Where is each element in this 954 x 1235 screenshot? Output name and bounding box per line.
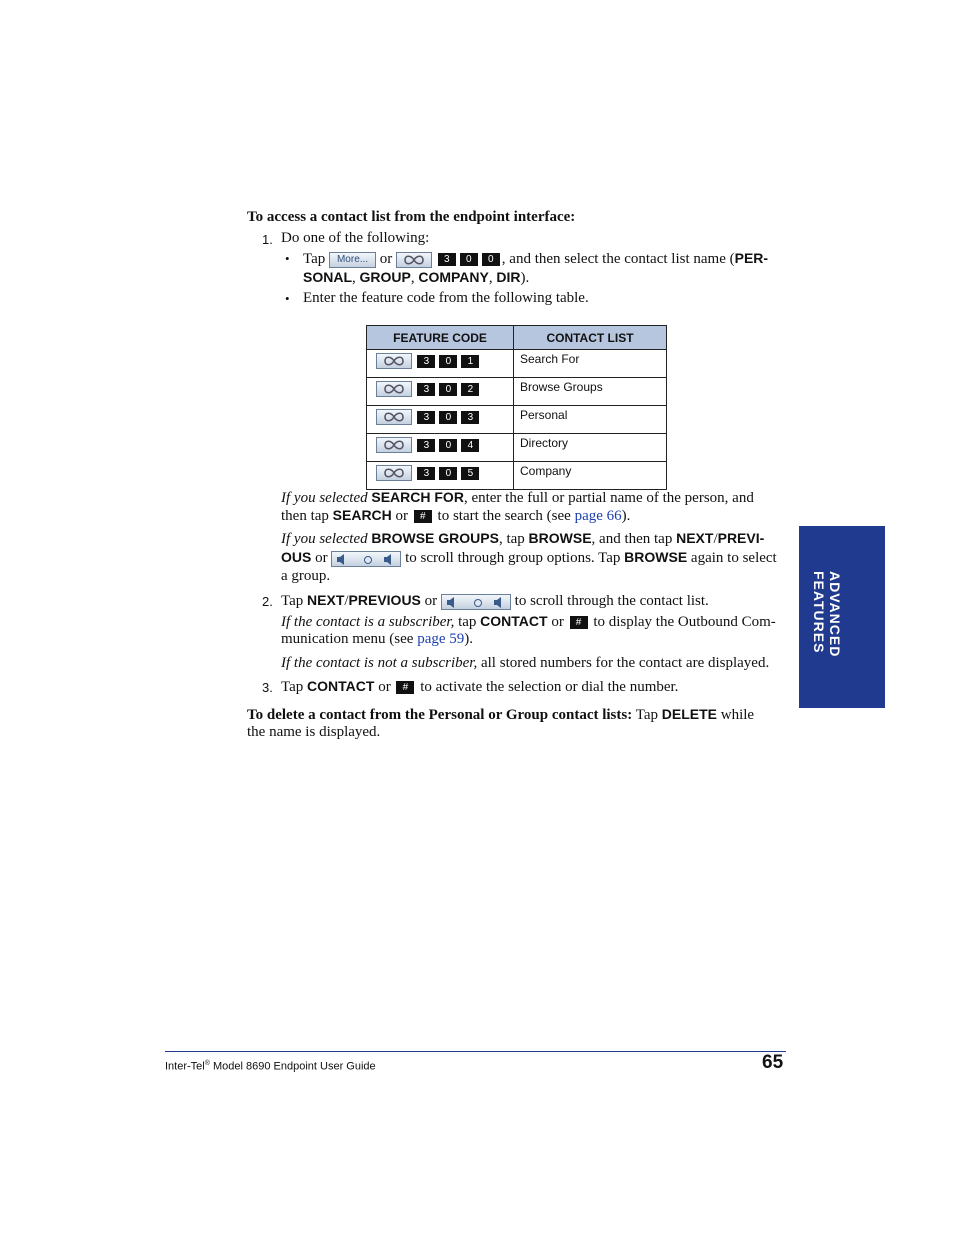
contact-list-cell: Company (514, 462, 667, 490)
footer-brand: Inter-Tel (165, 1060, 205, 1073)
italic-text: If the contact is not a subscriber, (281, 655, 478, 671)
feature-loop-icon (376, 353, 412, 369)
footer-title (165, 1057, 376, 1074)
text: or (395, 508, 409, 524)
more-button[interactable]: More... (329, 252, 376, 268)
text: or (378, 679, 391, 695)
text: , and then tap (591, 531, 673, 547)
key: 3 (461, 411, 479, 424)
text: to scroll through group options. Tap (405, 550, 621, 566)
keyword: CONTACT (480, 613, 548, 629)
keyword: PER- (734, 250, 769, 266)
keyword: SEARCH (332, 507, 392, 523)
keyword: GROUP (359, 269, 411, 285)
step-number: 2. (262, 594, 273, 609)
text: Tap (303, 251, 326, 267)
key: 4 (461, 439, 479, 452)
table-row (367, 378, 667, 406)
text: or (379, 251, 393, 267)
key: 0 (439, 467, 457, 480)
text: all stored numbers for the contact are displayed. (480, 655, 770, 671)
scroll-buttons-icon[interactable] (331, 551, 401, 567)
key: 0 (439, 383, 457, 396)
key-0: 0 (460, 253, 478, 266)
feature-loop-icon (376, 381, 412, 397)
text: then tap (281, 508, 329, 524)
table-header-row (367, 326, 667, 350)
feature-loop-icon[interactable] (396, 252, 432, 268)
contact-list-cell: Directory (514, 434, 667, 462)
step-text: Do one of the following: (281, 230, 430, 246)
section-tab-label (811, 571, 843, 657)
key: 3 (417, 355, 435, 368)
bullet-text: Enter the feature code from the following table. (303, 290, 589, 306)
tab-label-line: ADVANCED (827, 571, 843, 658)
feature-code-cell (367, 406, 514, 434)
key: 1 (461, 355, 479, 368)
step-number: 3. (262, 680, 273, 695)
feature-code-cell (367, 462, 514, 490)
hash-key: # (570, 616, 588, 629)
feature-code-table (366, 325, 667, 490)
text: to start the search (see (437, 508, 571, 524)
table-row (367, 434, 667, 462)
text: , and then select the contact list name ( (501, 251, 735, 267)
contact-list-cell: Browse Groups (514, 378, 667, 406)
italic-text: If you selected (281, 531, 368, 547)
text: Tap (281, 679, 304, 695)
keyword: NEXT (676, 530, 714, 546)
key: 3 (417, 467, 435, 480)
column-header: CONTACT LIST (514, 326, 667, 350)
paragraph: a group. (281, 568, 331, 584)
key: 0 (439, 411, 457, 424)
table-row (367, 462, 667, 490)
key: 5 (461, 467, 479, 480)
text: , tap (498, 531, 525, 547)
bullet-line: SONAL, GROUP, COMPANY, DIR). (303, 269, 530, 286)
paragraph (281, 630, 473, 649)
feature-code-cell (367, 350, 514, 378)
feature-loop-icon (376, 409, 412, 425)
scroll-buttons-icon[interactable] (441, 594, 511, 610)
page-number: 65 (762, 1052, 784, 1073)
text: again to select (690, 550, 777, 566)
italic-text: If you selected (281, 490, 368, 506)
section-heading: To access a contact list from the endpoint interface: (247, 209, 576, 225)
feature-loop-icon (376, 465, 412, 481)
step-text (281, 591, 709, 611)
paragraph (281, 612, 776, 632)
text: Tap (635, 707, 658, 723)
text: ). (520, 270, 530, 286)
text: ). (621, 508, 631, 524)
keyword: PREVIOUS (348, 592, 421, 608)
hash-key: # (414, 510, 432, 523)
keyword: COMPANY (418, 269, 489, 285)
text: to display the Outbound Com- (593, 614, 776, 630)
bullet: • (285, 251, 290, 266)
keyword: PREVI- (717, 530, 765, 546)
bullet-line (303, 249, 768, 269)
text: to scroll through the contact list. (514, 593, 709, 609)
italic-text: If the contact is a subscriber, (281, 614, 455, 630)
key-3: 3 (438, 253, 456, 266)
keyword: BROWSE GROUPS (371, 530, 499, 546)
paragraph (281, 488, 786, 508)
key: 3 (417, 383, 435, 396)
footer-rule (165, 1051, 786, 1052)
feature-loop-icon (376, 437, 412, 453)
keyword: SEARCH FOR (371, 489, 464, 505)
contact-list-cell: Search For (514, 350, 667, 378)
keyword: SONAL (303, 269, 352, 285)
paragraph (281, 548, 777, 568)
contact-list-cell: Personal (514, 406, 667, 434)
footer-text: Model 8690 Endpoint User Guide (209, 1060, 376, 1073)
column-header: FEATURE CODE (367, 326, 514, 350)
tab-label-line: FEATURES (811, 571, 827, 654)
keyword: DIR (496, 269, 521, 285)
paragraph (247, 705, 754, 725)
text: / (713, 531, 718, 547)
keyword: CONTACT (307, 678, 375, 694)
keyword: NEXT (307, 592, 345, 608)
paragraph (281, 529, 764, 549)
key: 0 (439, 439, 457, 452)
text: or (424, 593, 438, 609)
key-0: 0 (482, 253, 500, 266)
paragraph (281, 506, 630, 526)
paragraph (281, 654, 769, 673)
text: , enter the full or partial name of the person, and (463, 490, 754, 506)
hash-key: # (396, 681, 414, 694)
keyword: BROWSE (528, 530, 592, 546)
table-row (367, 350, 667, 378)
key: 2 (461, 383, 479, 396)
keyword: BROWSE (624, 549, 688, 565)
text: / (344, 593, 349, 609)
registered-mark: ® (204, 1060, 210, 1067)
key: 3 (417, 411, 435, 424)
page-link[interactable]: page 66 (574, 508, 622, 524)
text: tap (458, 614, 477, 630)
key: 0 (439, 355, 457, 368)
bullet: • (285, 291, 290, 306)
feature-code-cell (367, 378, 514, 406)
page-link[interactable]: page 59 (417, 631, 465, 647)
text: Tap (281, 593, 304, 609)
text: or (315, 550, 328, 566)
text: to activate the selection or dial the number. (420, 679, 679, 695)
table-row (367, 406, 667, 434)
text: or (551, 614, 564, 630)
keyword: OUS (281, 549, 312, 565)
keyword: DELETE (661, 706, 717, 722)
text: ). (464, 631, 474, 647)
step-text (281, 677, 678, 697)
text: munication menu (see (281, 631, 414, 647)
paragraph: the name is displayed. (247, 724, 381, 740)
step-number: 1. (262, 232, 273, 247)
text: while (720, 707, 755, 723)
key: 3 (417, 439, 435, 452)
bold-text: To delete a contact from the Personal or Group contact lists: (247, 707, 633, 723)
feature-code-cell (367, 434, 514, 462)
